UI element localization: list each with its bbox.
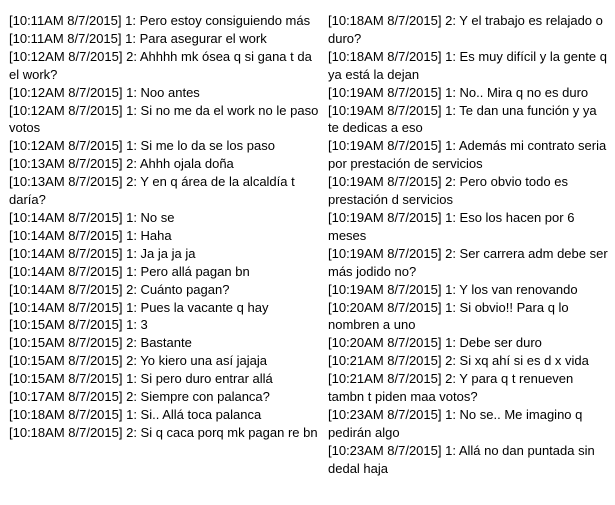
chat-message: [10:12AM 8/7/2015] 1: Si no me da el work no le paso votos — [9, 102, 319, 136]
chat-message: [10:15AM 8/7/2015] 2: Yo kiero una así jajaja — [9, 353, 268, 369]
chat-message: [10:11AM 8/7/2015] 1: Para asegurar el work — [9, 30, 267, 46]
chat-message: [10:19AM 8/7/2015] 1: No.. Mira q no es duro — [328, 84, 589, 100]
chat-message: [10:19AM 8/7/2015] 1: Eso los hacen por 6 meses — [328, 209, 575, 243]
chat-message: [10:11AM 8/7/2015] 1: Pero estoy consiguiendo más — [9, 13, 311, 28]
chat-message: [10:21AM 8/7/2015] 2: Si xq ahí si es d x vida — [328, 353, 589, 369]
chat-message: [10:15AM 8/7/2015] 1: Si pero duro entrar allá — [9, 371, 273, 387]
chat-message: [10:19AM 8/7/2015] 1: Y los van renovando — [328, 281, 578, 297]
chat-message: [10:14AM 8/7/2015] 1: No se — [9, 209, 175, 225]
chat-message: [10:15AM 8/7/2015] 1: 3 — [9, 317, 148, 333]
chat-message: [10:12AM 8/7/2015] 1: Si me lo da se los paso — [9, 138, 275, 154]
chat-log-right-column — [328, 12, 610, 478]
chat-message: [10:15AM 8/7/2015] 2: Bastante — [9, 335, 192, 351]
chat-message: [10:14AM 8/7/2015] 1: Pero allá pagan bn — [9, 263, 250, 279]
chat-message: [10:20AM 8/7/2015] 1: Si obvio!! Para q lo nombren a uno — [328, 299, 569, 333]
chat-message: [10:14AM 8/7/2015] 2: Cuánto pagan? — [9, 281, 230, 297]
chat-message: [10:19AM 8/7/2015] 2: Ser carrera adm debe ser más jodido no? — [328, 245, 608, 279]
chat-message: [10:19AM 8/7/2015] 1: Además mi contrato seria por prestación de servicios — [328, 138, 607, 172]
chat-message: [10:18AM 8/7/2015] 2: Y el trabajo es relajado o duro? — [328, 13, 603, 46]
chat-message: [10:14AM 8/7/2015] 1: Ja ja ja ja — [9, 245, 196, 261]
chat-message: [10:14AM 8/7/2015] 1: Pues la vacante q hay — [9, 299, 269, 315]
chat-message: [10:12AM 8/7/2015] 1: Noo antes — [9, 84, 200, 100]
chat-message: [10:12AM 8/7/2015] 2: Ahhhh mk ósea q si gana t da el work? — [9, 48, 312, 82]
chat-message: [10:18AM 8/7/2015] 1: Es muy difícil y la gente q ya está la dejan — [328, 48, 607, 82]
chat-message: [10:18AM 8/7/2015] 2: Si q caca porq mk pagan re bn — [9, 424, 318, 440]
chat-message: [10:23AM 8/7/2015] 1: Allá no dan puntada sin dedal haja — [328, 442, 595, 476]
chat-message: [10:13AM 8/7/2015] 2: Ahhh ojala doña — [9, 156, 234, 172]
chat-message: [10:17AM 8/7/2015] 2: Siempre con palanca? — [9, 389, 270, 405]
chat-message: [10:18AM 8/7/2015] 1: Si.. Allá toca palanca — [9, 406, 262, 422]
chat-message: [10:13AM 8/7/2015] 2: Y en q área de la alcaldía t daría? — [9, 174, 295, 208]
chat-message: [10:14AM 8/7/2015] 1: Haha — [9, 227, 172, 243]
chat-message: [10:21AM 8/7/2015] 2: Y para q t renueven tambn t piden maa votos? — [328, 371, 574, 405]
chat-message: [10:19AM 8/7/2015] 2: Pero obvio todo es prestación d servicios — [328, 174, 568, 208]
chat-message: [10:19AM 8/7/2015] 1: Te dan una función y ya te dedicas a eso — [328, 102, 597, 136]
chat-message: [10:23AM 8/7/2015] 1: No se.. Me imagino q pedirán algo — [328, 406, 583, 440]
chat-log-left-column — [9, 12, 321, 442]
chat-message: [10:20AM 8/7/2015] 1: Debe ser duro — [328, 335, 542, 351]
